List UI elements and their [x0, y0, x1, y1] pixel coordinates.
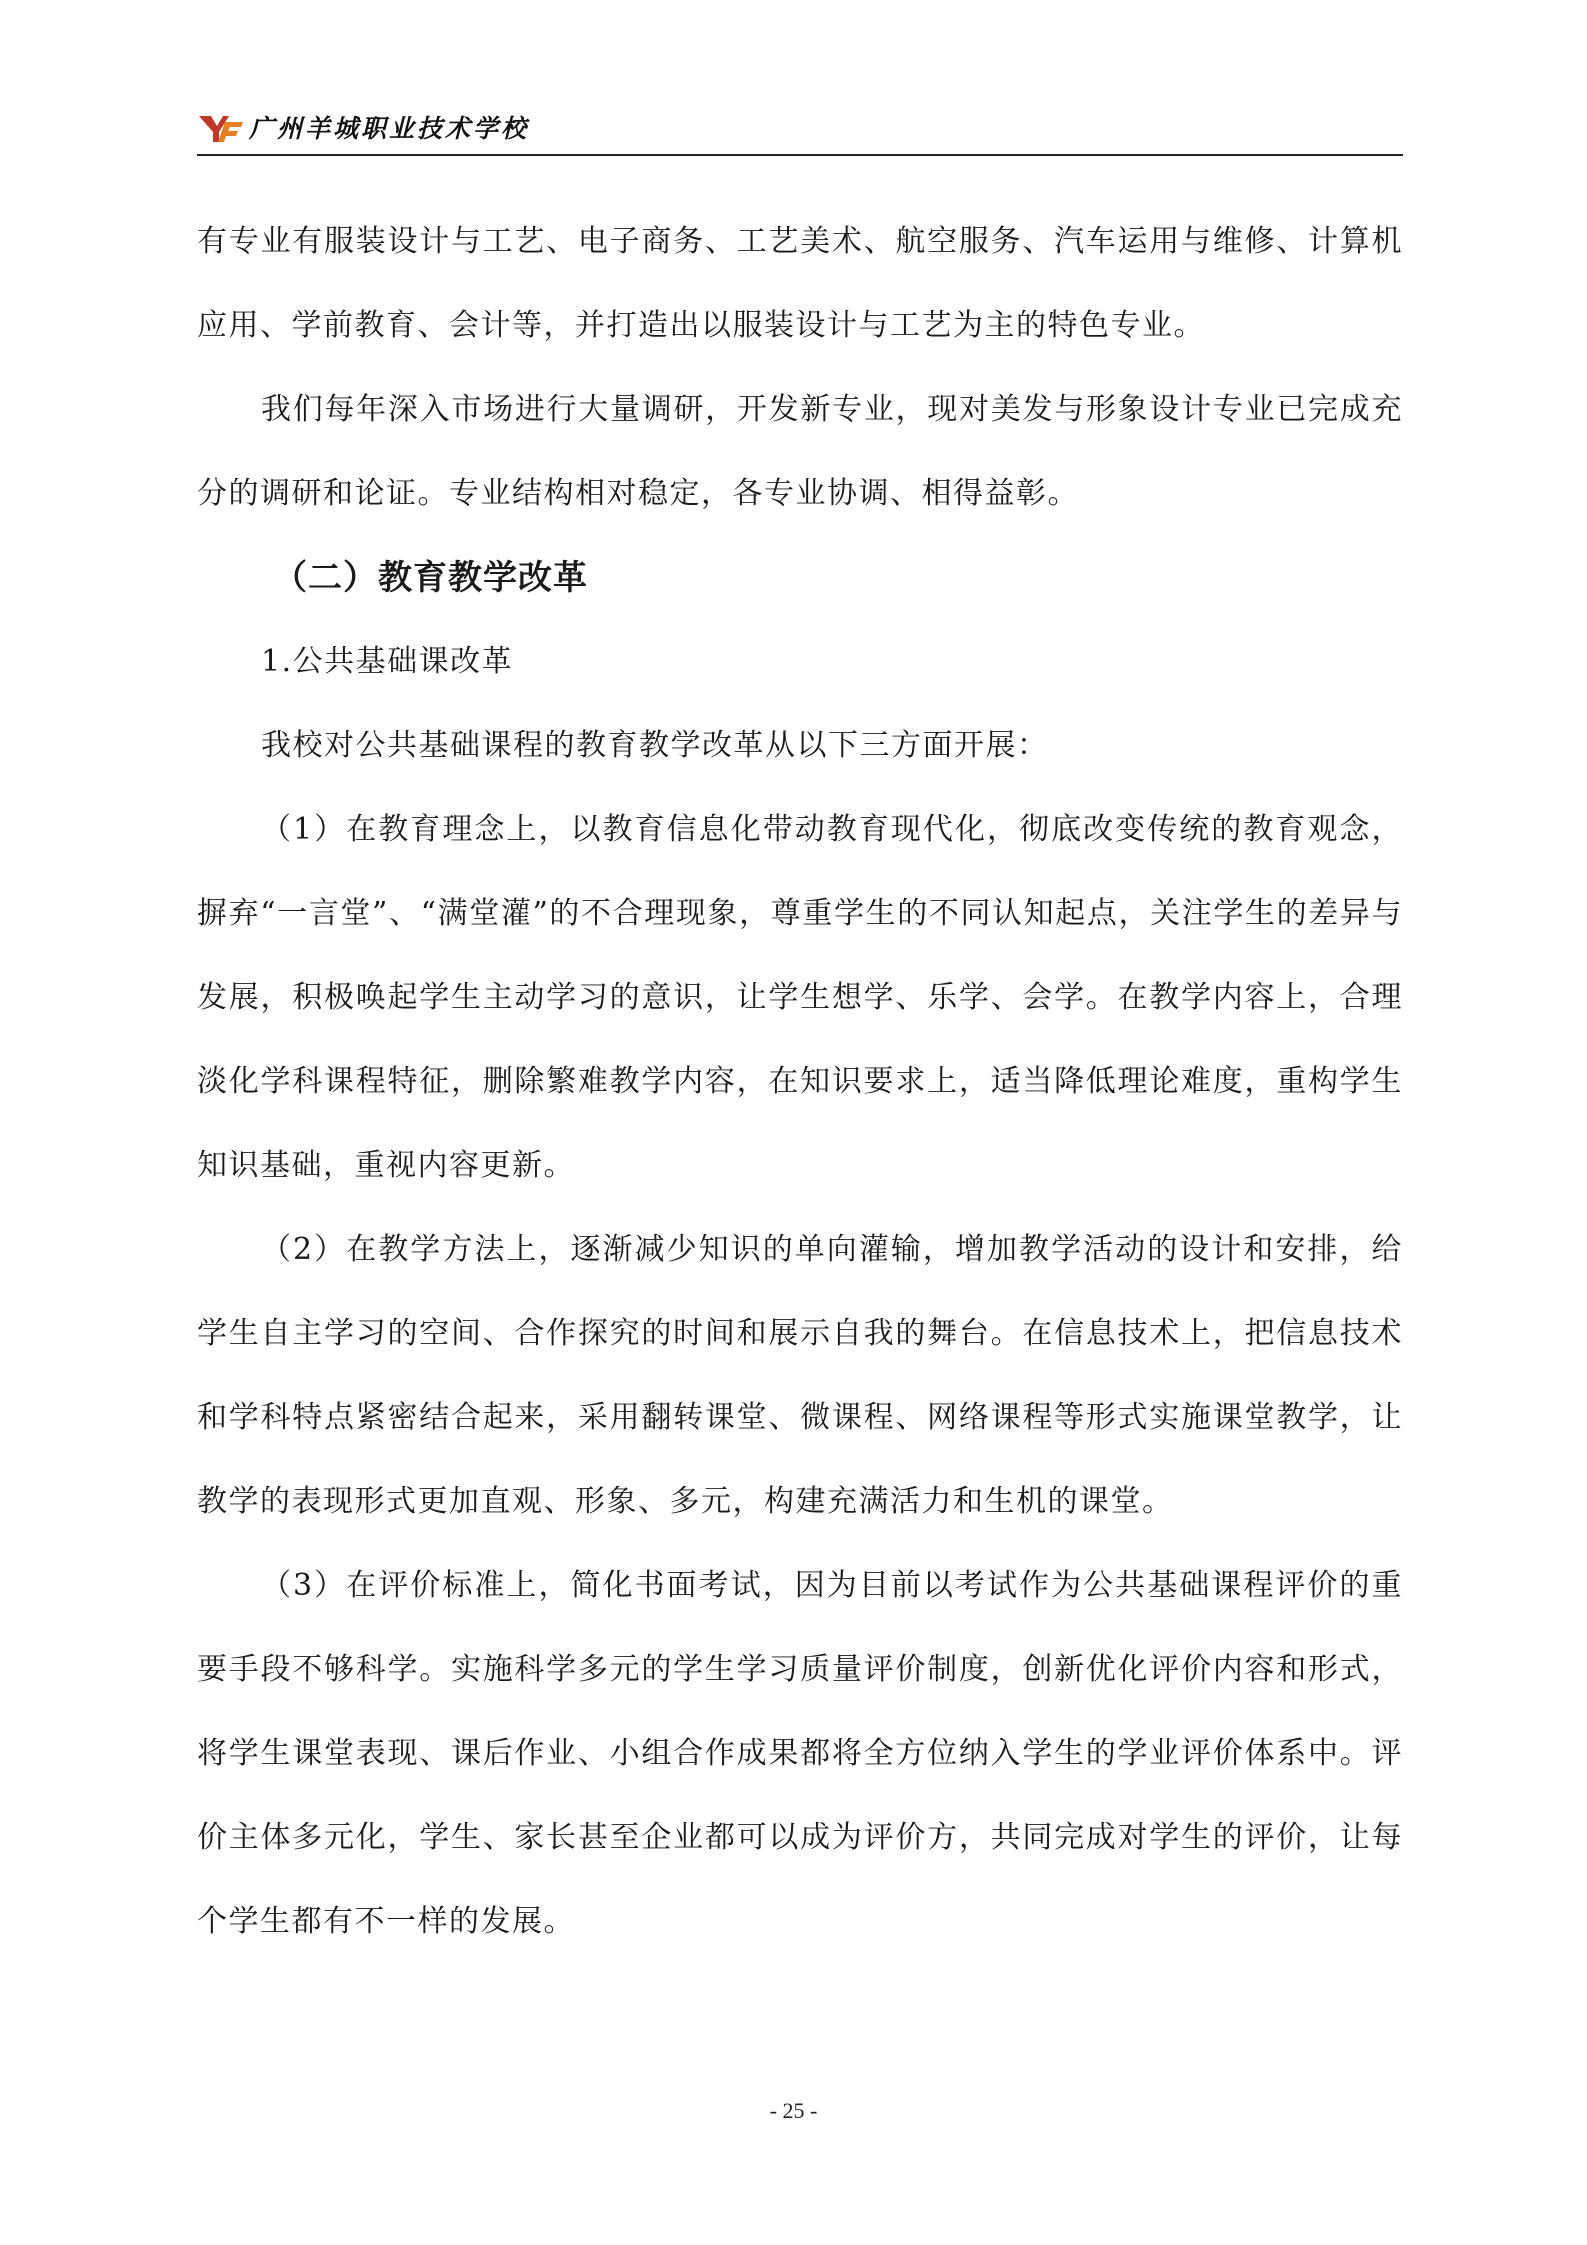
page-number: - 25 - — [769, 2098, 818, 2123]
paragraph-intro: 我校对公共基础课程的教育教学改革从以下三方面开展： — [261, 728, 1049, 763]
school-logo-icon — [197, 112, 245, 146]
section-heading: （二）教育教学改革 — [273, 558, 588, 598]
paragraph-item-3: （3）在评价标准上，简化书面考试，因为目前以考试作为公共基础课程评价的重要手段不够科学。实施科学多元的学生学习质量评价制度，创新优化评价内容和形式，将学生课堂表现、课后作业、小组合作成果都将全方位纳入学生的学业评价体系中。评价主体多元化，学生、家长甚至企业都可以成为评价方，共同完成对学生的评价，让每个学生都有不一样的发展。 — [197, 1568, 1403, 1939]
document-body — [197, 200, 1403, 1964]
page-header — [197, 108, 1403, 156]
paragraph-majors: 有专业有服装设计与工艺、电子商务、工艺美术、航空服务、汽车运用与维修、计算机应用、学前教育、会计等，并打造出以服装设计与工艺为主的特色专业。 — [197, 224, 1403, 343]
subsection-heading: 1.公共基础课改革 — [261, 644, 514, 679]
paragraph-item-2: （2）在教学方法上，逐渐减少知识的单向灌输，增加教学活动的设计和安排，给学生自主学习的空间、合作探究的时间和展示自我的舞台。在信息技术上，把信息技术和学科特点紧密结合起来，采用翻转课堂、微课程、网络课程等形式实施课堂教学，让教学的表现形式更加直观、形象、多元，构建充满活力和生机的课堂。 — [197, 1232, 1403, 1519]
school-name: 广州羊城职业技术学校 — [249, 114, 530, 143]
paragraph-research: 我们每年深入市场进行大量调研，开发新专业，现对美发与形象设计专业已完成充分的调研和论证。专业结构相对稳定，各专业协调、相得益彰。 — [197, 392, 1403, 511]
paragraph-item-1: （1）在教育理念上，以教育信息化带动教育现代化，彻底改变传统的教育观念，摒弃“一言堂”、“满堂灌”的不合理现象，尊重学生的不同认知起点，关注学生的差异与发展，积极唤起学生主动学习的意识，让学生想学、乐学、会学。在教学内容上，合理淡化学科课程特征，删除繁难教学内容，在知识要求上，适当降低理论难度，重构学生知识基础，重视内容更新。 — [197, 812, 1403, 1183]
